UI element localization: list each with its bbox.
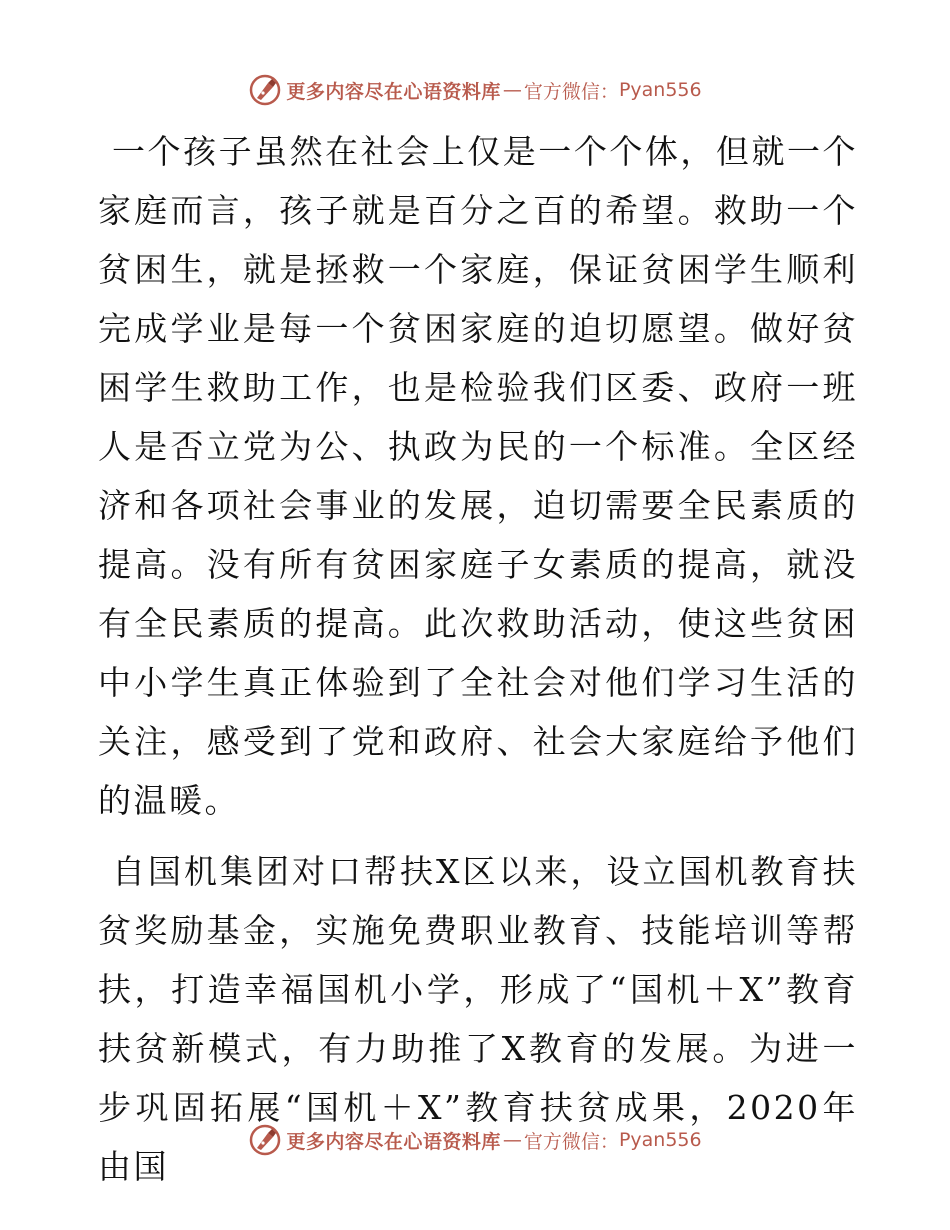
wechat-label: 官方微信： [523,80,619,103]
footer-watermark-banner [0,1120,950,1160]
document-body [98,122,858,1208]
wechat-id: Pyan556 [618,1129,702,1151]
wechat-label: 官方微信： [523,1130,619,1153]
site-name-text: 更多内容尽在心语资料库 [286,80,501,103]
pen-nib-logo-icon [248,1123,282,1157]
header-watermark-banner [0,70,950,110]
separator-dash: — [502,1129,522,1151]
paragraph-2: 自国机集团对口帮扶X区以来，设立国机教育扶贫奖励基金，实施免费职业教育、技能培训等帮扶，打造幸福国机小学，形成了“国机＋X”教育扶贫新模式，有力助推了X教育的发展。为进一步巩固拓展“国机＋X”教育扶贫成果，2020年由国 [98,852,858,1186]
site-name-text: 更多内容尽在心语资料库 [286,1130,501,1153]
pen-nib-logo-icon [248,73,282,107]
paragraph-1: 一个孩子虽然在社会上仅是一个个体，但就一个家庭而言，孩子就是百分之百的希望。救助一个贫困生，就是拯救一个家庭，保证贫困学生顺利完成学业是每一个贫困家庭的迫切愿望。做好贫困学生救助工作，也是检验我们区委、政府一班人是否立党为公、执政为民的一个标准。全区经济和各项社会事业的发展，迫切需要全民素质的提高。没有所有贫困家庭子女素质的提高，就没有全民素质的提高。此次救助活动，使这些贫困中小学生真正体验到了全社会对他们学习生活的关注，感受到了党和政府、社会大家庭给予他们的温暖。 [98,132,858,820]
separator-dash: — [502,79,522,101]
wechat-id: Pyan556 [618,79,702,101]
